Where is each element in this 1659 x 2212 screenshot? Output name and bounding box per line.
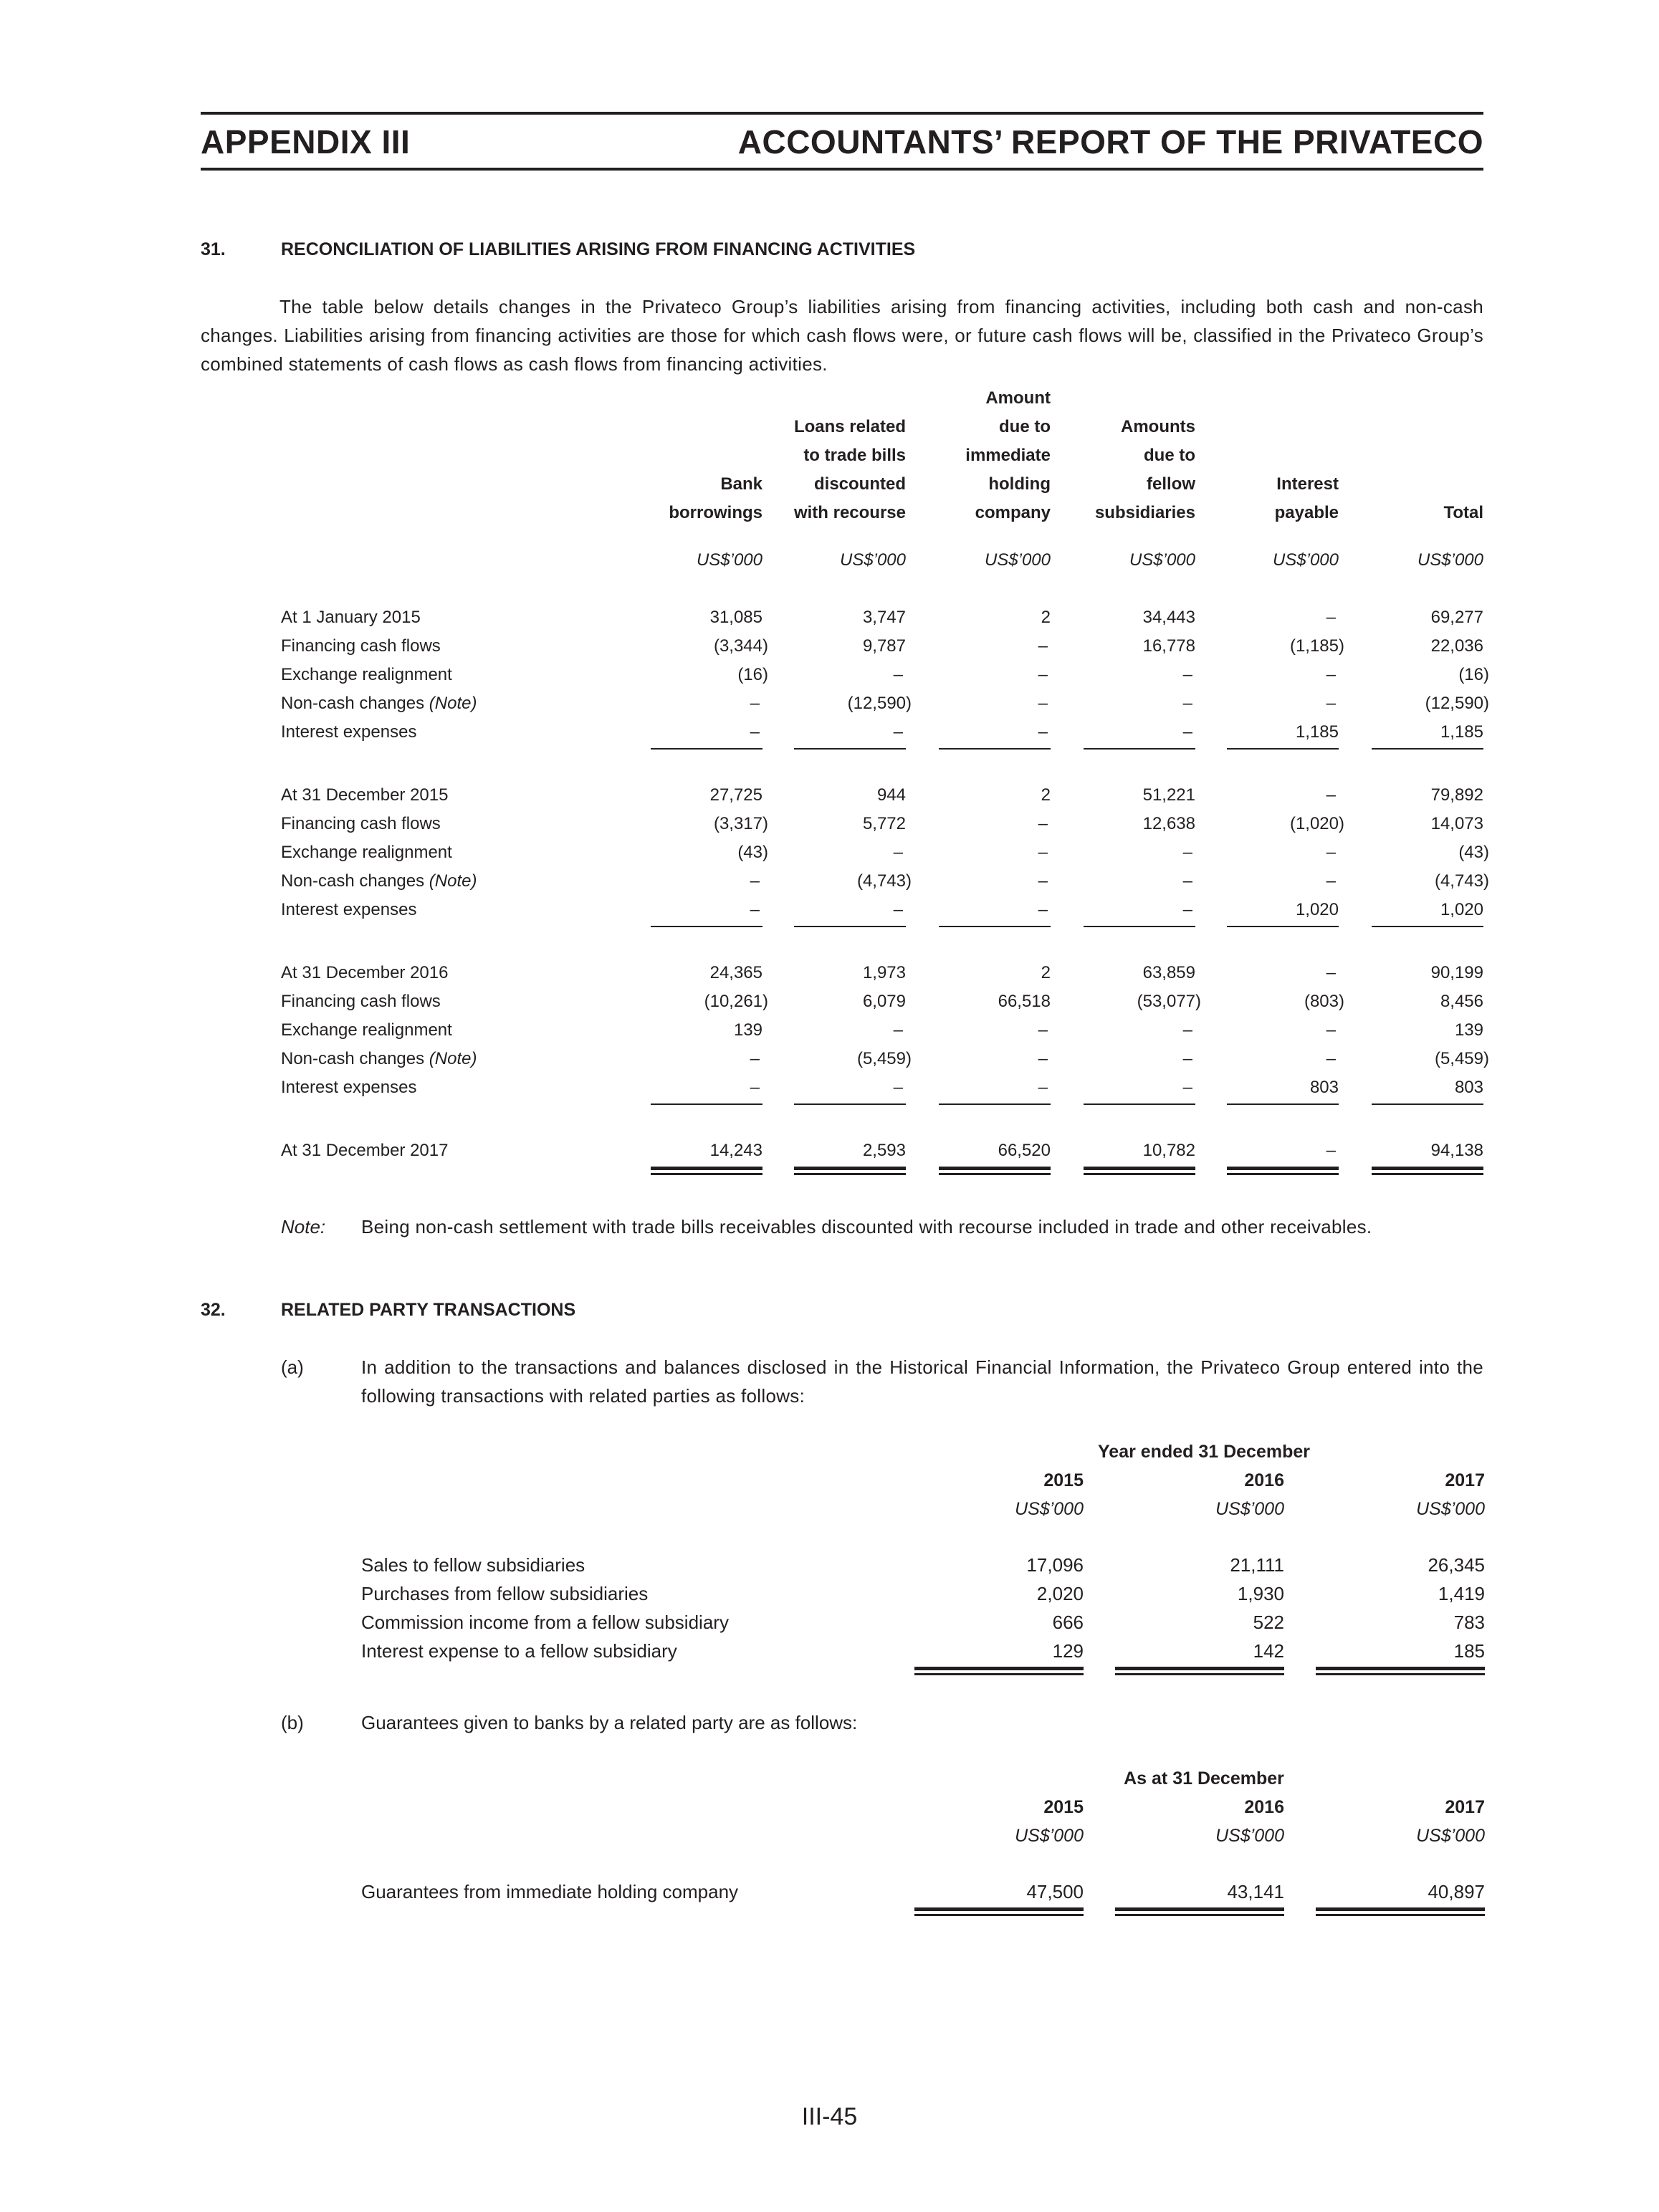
table-cell: 1,930 xyxy=(1237,1583,1284,1604)
table-cell: 14,073 xyxy=(1430,814,1483,833)
table-cell: 944 xyxy=(876,785,906,805)
table-cell: 185 xyxy=(1453,1640,1485,1662)
column-header-line: holding xyxy=(988,474,1051,494)
table-cell: 51,221 xyxy=(1142,785,1195,805)
subtotal-underline xyxy=(939,926,1051,927)
table-cell: (4,743) xyxy=(856,871,912,891)
section-31-title: RECONCILIATION OF LIABILITIES ARISING FROM FINANCING ACTIVITIES xyxy=(281,239,916,259)
column-header-line: company xyxy=(975,503,1051,522)
row-note-ref: (Note) xyxy=(429,1049,477,1068)
row-label-text: Financing cash flows xyxy=(281,636,441,656)
double-underline xyxy=(1372,1167,1483,1175)
table-cell: – xyxy=(1326,785,1336,805)
table-cell: – xyxy=(1326,1141,1336,1160)
row-label xyxy=(281,1016,452,1045)
double-underline xyxy=(1316,1667,1485,1675)
table-cell: – xyxy=(1038,1049,1048,1068)
note-label: Note: xyxy=(281,1216,326,1237)
table-cell: 1,973 xyxy=(862,963,906,982)
table-cell: 1,020 xyxy=(1440,900,1483,919)
table-cell: – xyxy=(750,871,760,891)
table-cell: 1,185 xyxy=(1440,722,1483,742)
table-cell: – xyxy=(1326,843,1336,862)
column-header-line: subsidiaries xyxy=(1094,503,1195,522)
year-unit: US$’000 xyxy=(1015,1499,1084,1519)
subtotal-underline xyxy=(794,1103,906,1105)
column-header-line: borrowings xyxy=(669,503,762,522)
table-cell: (803) xyxy=(1304,992,1344,1011)
table-cell: 26,345 xyxy=(1428,1554,1485,1576)
table-cell: – xyxy=(1326,1020,1336,1040)
row-label xyxy=(281,896,416,924)
subtotal-underline xyxy=(794,748,906,750)
row-label-text: At 31 December 2016 xyxy=(281,963,449,982)
column-header-line: Amount xyxy=(985,388,1051,408)
column-unit: US$’000 xyxy=(1129,550,1195,570)
row-label-text: Non-cash changes xyxy=(281,694,425,713)
year-unit: US$’000 xyxy=(1015,1826,1084,1846)
column-header-line: Loans related xyxy=(793,417,906,436)
table-cell: (3,317) xyxy=(713,814,768,833)
row-label xyxy=(281,959,448,987)
table-cell: 2,020 xyxy=(1036,1583,1084,1604)
year-header: 2015 xyxy=(1043,1470,1084,1490)
subsection-a-marker: (a) xyxy=(281,1356,304,1378)
group-header: As at 31 December xyxy=(1124,1768,1284,1789)
table-cell: (53,077) xyxy=(1137,992,1201,1011)
column-unit: US$’000 xyxy=(696,550,762,570)
year-unit: US$’000 xyxy=(1215,1499,1284,1519)
double-underline xyxy=(1227,1167,1339,1175)
table-cell: – xyxy=(1038,665,1048,684)
year-unit: US$’000 xyxy=(1215,1826,1284,1846)
table-cell: (4,743) xyxy=(1434,871,1489,891)
table-cell: – xyxy=(1038,843,1048,862)
table-cell: 783 xyxy=(1453,1612,1485,1633)
table-cell: – xyxy=(1038,1078,1048,1097)
subtotal-underline xyxy=(1372,1103,1483,1105)
table-cell: 47,500 xyxy=(1026,1881,1084,1902)
table-cell: 43,141 xyxy=(1227,1881,1284,1902)
subsection-a-text: In addition to the transactions and balances disclosed in the Historical Financial Information, the Privateco Group entered into the following transactions with related parties as follows: xyxy=(361,1356,1483,1407)
table-cell: – xyxy=(1182,871,1192,891)
table-cell: 1,020 xyxy=(1295,900,1339,919)
table-cell: – xyxy=(1182,1078,1192,1097)
year-header: 2017 xyxy=(1445,1797,1485,1817)
row-label-text: Financing cash flows xyxy=(281,992,441,1011)
table-cell: 27,725 xyxy=(709,785,762,805)
table-cell: 8,456 xyxy=(1440,992,1483,1011)
column-header-line: discounted xyxy=(813,474,906,494)
subtotal-underline xyxy=(939,1103,1051,1105)
row-label xyxy=(281,689,477,718)
table-cell: 2 xyxy=(1041,785,1051,805)
table-cell: 2 xyxy=(1041,608,1051,627)
table-cell: – xyxy=(750,722,760,742)
table-cell: 63,859 xyxy=(1142,963,1195,982)
subtotal-underline xyxy=(1227,926,1339,927)
table-cell: 139 xyxy=(733,1020,762,1040)
table-cell: – xyxy=(1038,1020,1048,1040)
column-unit: US$’000 xyxy=(984,550,1051,570)
row-label xyxy=(281,987,441,1016)
table-cell: (16) xyxy=(1458,665,1489,684)
table-cell: 803 xyxy=(1309,1078,1339,1097)
table-cell: 139 xyxy=(1454,1020,1483,1040)
report-title: ACCOUNTANTS’ REPORT OF THE PRIVATECO xyxy=(737,123,1483,161)
table-cell: – xyxy=(1182,665,1192,684)
table-cell: 14,243 xyxy=(709,1141,762,1160)
double-underline xyxy=(1115,1667,1284,1675)
table-cell: – xyxy=(750,900,760,919)
table-cell: 5,772 xyxy=(862,814,906,833)
subtotal-underline xyxy=(1084,1103,1195,1105)
table-cell: – xyxy=(1182,1020,1192,1040)
row-note-ref: (Note) xyxy=(429,871,477,891)
table-cell: – xyxy=(750,1078,760,1097)
table-cell: – xyxy=(1182,722,1192,742)
table-cell: (1,020) xyxy=(1289,814,1344,833)
table-cell: – xyxy=(750,1049,760,1068)
column-header-line: Bank xyxy=(720,474,762,494)
table-cell: 40,897 xyxy=(1428,1881,1485,1902)
table-cell: 142 xyxy=(1253,1640,1284,1662)
table-cell: 66,520 xyxy=(998,1141,1051,1160)
row-label xyxy=(281,632,441,661)
year-header: 2015 xyxy=(1043,1797,1084,1817)
year-unit: US$’000 xyxy=(1416,1826,1485,1846)
table-cell: 79,892 xyxy=(1430,785,1483,805)
year-unit: US$’000 xyxy=(1416,1499,1485,1519)
table-cell: 34,443 xyxy=(1142,608,1195,627)
subtotal-underline xyxy=(1227,1103,1339,1105)
row-label xyxy=(281,661,452,689)
column-header-line: payable xyxy=(1274,503,1339,522)
row-label xyxy=(281,838,452,867)
table-cell: (3,344) xyxy=(713,636,768,656)
table-cell: 666 xyxy=(1052,1612,1084,1633)
table-cell: – xyxy=(1038,871,1048,891)
table-cell: – xyxy=(1038,636,1048,656)
table-cell: 6,079 xyxy=(862,992,906,1011)
subtotal-underline xyxy=(651,926,762,927)
table-cell: 17,096 xyxy=(1026,1554,1084,1576)
table-cell: – xyxy=(1326,963,1336,982)
subtotal-underline xyxy=(1084,926,1195,927)
table-cell: 31,085 xyxy=(709,608,762,627)
table-cell: – xyxy=(1326,608,1336,627)
table-cell: – xyxy=(1038,722,1048,742)
column-header-line: due to xyxy=(999,417,1051,436)
header-top-rule xyxy=(201,112,1483,115)
row-label-text: At 1 January 2015 xyxy=(281,608,421,627)
row-label xyxy=(281,603,421,632)
table-cell: 2 xyxy=(1041,963,1051,982)
row-label-text: Interest expenses xyxy=(281,722,417,742)
table-cell: (12,590) xyxy=(847,694,912,713)
table-cell: (5,459) xyxy=(856,1049,912,1068)
row-label: Guarantees from immediate holding company xyxy=(361,1881,739,1902)
header-bottom-rule xyxy=(201,168,1483,171)
row-note-ref: (Note) xyxy=(429,694,477,713)
row-label xyxy=(281,810,441,838)
table-cell: – xyxy=(893,722,903,742)
table-cell: – xyxy=(1326,665,1336,684)
table-cell: 3,747 xyxy=(862,608,906,627)
table-cell: – xyxy=(1326,694,1336,713)
table-cell: (43) xyxy=(737,843,768,862)
column-header-line: Amounts xyxy=(1121,417,1195,436)
table-cell: – xyxy=(1326,1049,1336,1068)
group-header: Year ended 31 December xyxy=(1098,1442,1310,1462)
table-cell: 10,782 xyxy=(1142,1141,1195,1160)
year-header: 2016 xyxy=(1244,1470,1284,1490)
table-cell: 1,419 xyxy=(1438,1583,1485,1604)
subsection-b-marker: (b) xyxy=(281,1712,304,1733)
double-underline xyxy=(914,1667,1084,1675)
double-underline xyxy=(1316,1907,1485,1916)
column-header-line: Total xyxy=(1443,503,1483,522)
table-cell: – xyxy=(1182,1049,1192,1068)
section-31-number: 31. xyxy=(201,239,226,259)
table-cell: – xyxy=(750,694,760,713)
table-cell: – xyxy=(1182,694,1192,713)
subtotal-underline xyxy=(1372,926,1483,927)
section-31-intro-text: The table below details changes in the Privateco Group’s liabilities arising from financing activities, including both cash and non-cash changes. Liabilities arising from financing activities are those for which cash flows were, or future cash flows will be, classified in the Privateco Group’s combined statements of cash flows as cash flows from financing activities. xyxy=(201,296,1483,375)
table-cell: (16) xyxy=(737,665,768,684)
subtotal-underline xyxy=(1227,748,1339,750)
table-cell: – xyxy=(893,665,903,684)
table-cell: – xyxy=(1038,814,1048,833)
table-cell: – xyxy=(893,1078,903,1097)
subtotal-underline xyxy=(651,748,762,750)
table-cell: 9,787 xyxy=(862,636,906,656)
year-header: 2016 xyxy=(1244,1797,1284,1817)
subtotal-underline xyxy=(651,1103,762,1105)
column-header-line: immediate xyxy=(965,446,1051,465)
table-cell: – xyxy=(1038,900,1048,919)
row-label: Commission income from a fellow subsidiary xyxy=(361,1612,729,1633)
row-label-text: Exchange realignment xyxy=(281,843,452,862)
column-unit: US$’000 xyxy=(839,550,906,570)
row-label-text: Exchange realignment xyxy=(281,1020,452,1040)
row-label-text: Non-cash changes xyxy=(281,871,425,891)
double-underline xyxy=(914,1907,1084,1916)
table-cell: 94,138 xyxy=(1430,1141,1483,1160)
row-label: Purchases from fellow subsidiaries xyxy=(361,1583,649,1604)
table-cell: – xyxy=(1182,900,1192,919)
subtotal-underline xyxy=(794,926,906,927)
table-cell: 22,036 xyxy=(1430,636,1483,656)
table-cell: (1,185) xyxy=(1289,636,1344,656)
row-label xyxy=(281,867,477,896)
section-32-title: RELATED PARTY TRANSACTIONS xyxy=(281,1300,576,1320)
double-underline xyxy=(939,1167,1051,1175)
row-label xyxy=(281,718,416,747)
row-label-text: At 31 December 2017 xyxy=(281,1141,449,1160)
table-cell: 1,185 xyxy=(1295,722,1339,742)
year-header: 2017 xyxy=(1445,1470,1485,1490)
double-underline xyxy=(1084,1167,1195,1175)
table-cell: (43) xyxy=(1458,843,1489,862)
table-cell: 21,111 xyxy=(1230,1554,1284,1576)
column-header-line: with recourse xyxy=(793,503,906,522)
row-label-text: Exchange realignment xyxy=(281,665,452,684)
row-label-text: Financing cash flows xyxy=(281,814,441,833)
row-label xyxy=(281,1073,416,1102)
table-cell: – xyxy=(1038,694,1048,713)
column-header-line: due to xyxy=(1144,446,1195,465)
page-number: III-45 xyxy=(801,2103,858,2130)
subtotal-underline xyxy=(939,748,1051,750)
column-header-line: fellow xyxy=(1146,474,1195,494)
row-label-text: Interest expenses xyxy=(281,900,417,919)
table-cell: (10,261) xyxy=(704,992,768,1011)
table-cell: 129 xyxy=(1052,1640,1084,1662)
table-cell: (5,459) xyxy=(1434,1049,1489,1068)
table-cell: (12,590) xyxy=(1425,694,1489,713)
subsection-b-text: Guarantees given to banks by a related party are as follows: xyxy=(361,1712,858,1733)
table-cell: – xyxy=(893,900,903,919)
table-cell: – xyxy=(1326,871,1336,891)
row-label xyxy=(281,1136,448,1165)
column-header-line: Interest xyxy=(1276,474,1339,494)
section-32-number: 32. xyxy=(201,1300,226,1320)
note-text: Being non-cash settlement with trade bills receivables discounted with recourse included in trade and other receivables. xyxy=(361,1216,1372,1237)
table-cell: 69,277 xyxy=(1430,608,1483,627)
row-label: Interest expense to a fellow subsidiary xyxy=(361,1640,677,1662)
column-unit: US$’000 xyxy=(1417,550,1483,570)
section-31-intro xyxy=(201,292,1483,378)
subtotal-underline xyxy=(1372,748,1483,750)
row-label: Sales to fellow subsidiaries xyxy=(361,1554,585,1576)
table-cell: – xyxy=(893,1020,903,1040)
row-label xyxy=(281,1045,477,1073)
column-header-line: to trade bills xyxy=(803,446,906,465)
row-label-text: Non-cash changes xyxy=(281,1049,425,1068)
column-unit: US$’000 xyxy=(1272,550,1339,570)
table-cell: 66,518 xyxy=(998,992,1051,1011)
table-cell: – xyxy=(893,843,903,862)
table-cell: – xyxy=(1182,843,1192,862)
table-cell: 90,199 xyxy=(1430,963,1483,982)
table-cell: 16,778 xyxy=(1142,636,1195,656)
row-label xyxy=(281,781,448,810)
table-cell: 12,638 xyxy=(1142,814,1195,833)
table-cell: 803 xyxy=(1454,1078,1483,1097)
double-underline xyxy=(794,1167,906,1175)
table-cell: 522 xyxy=(1253,1612,1284,1633)
row-label-text: Interest expenses xyxy=(281,1078,417,1097)
table-cell: 24,365 xyxy=(709,963,762,982)
double-underline xyxy=(651,1167,762,1175)
row-label-text: At 31 December 2015 xyxy=(281,785,449,805)
table-cell: 2,593 xyxy=(862,1141,906,1160)
subtotal-underline xyxy=(1084,748,1195,750)
double-underline xyxy=(1115,1907,1284,1916)
appendix-label: APPENDIX III xyxy=(201,123,411,161)
